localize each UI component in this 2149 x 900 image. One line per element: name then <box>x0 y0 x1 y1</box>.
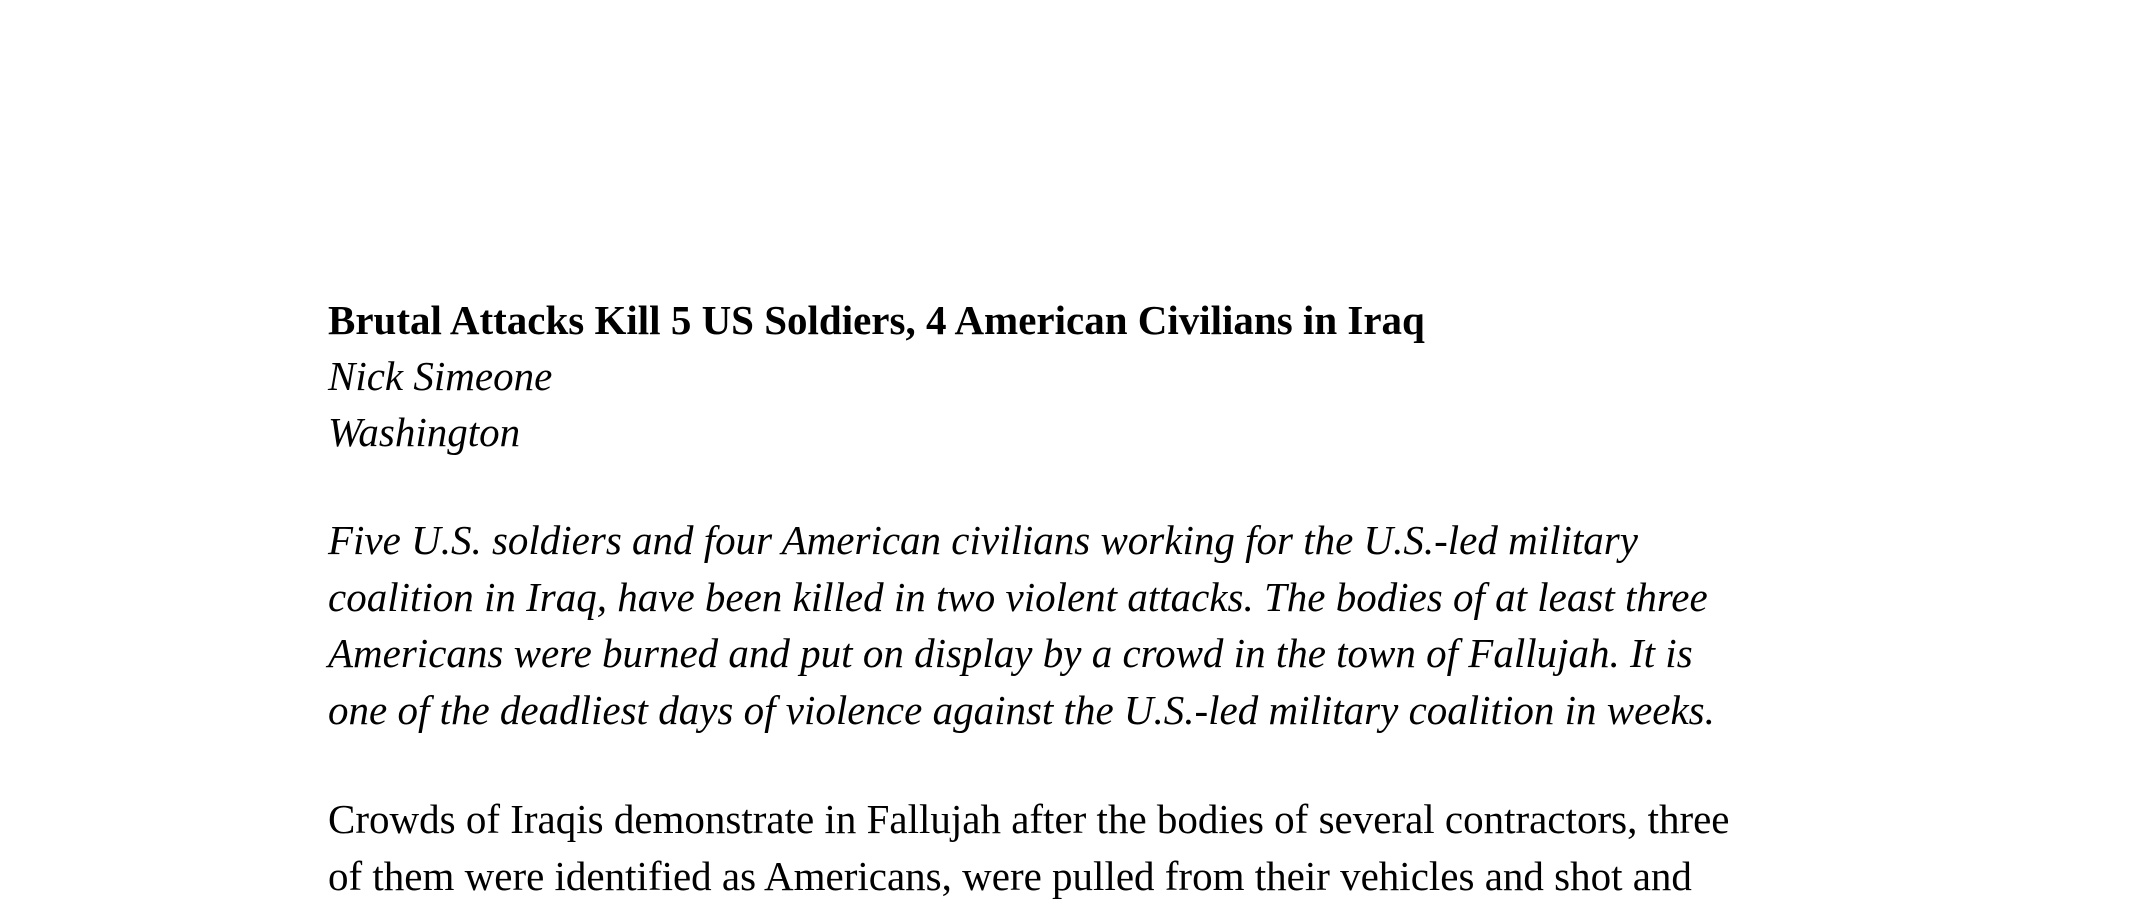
article-dateline: Washington <box>328 409 521 455</box>
article-body-paragraph <box>328 791 1848 900</box>
lede-line: one of the deadliest days of violence against the U.S.-led military coalition in weeks. <box>328 686 1715 733</box>
body-line: Crowds of Iraqis demonstrate in Fallujah after the bodies of several contractors, three <box>328 796 1730 842</box>
article-author: Nick Simeone <box>328 353 553 399</box>
lede-line: Five U.S. soldiers and four American civilians working for the U.S.-led military <box>328 517 1638 563</box>
lede-line: coalition in Iraq, have been killed in two violent attacks. The bodies of at least three <box>328 573 1708 620</box>
article-headline: Brutal Attacks Kill 5 US Soldiers, 4 American Civilians in Iraq <box>328 297 1425 343</box>
article-lede <box>328 512 1848 738</box>
body-line: of them were identified as Americans, were pulled from their vehicles and shot and <box>328 852 1692 899</box>
lede-line: Americans were burned and put on display by a crowd in the town of Fallujah. It is <box>328 630 1693 676</box>
article <box>328 292 1848 900</box>
